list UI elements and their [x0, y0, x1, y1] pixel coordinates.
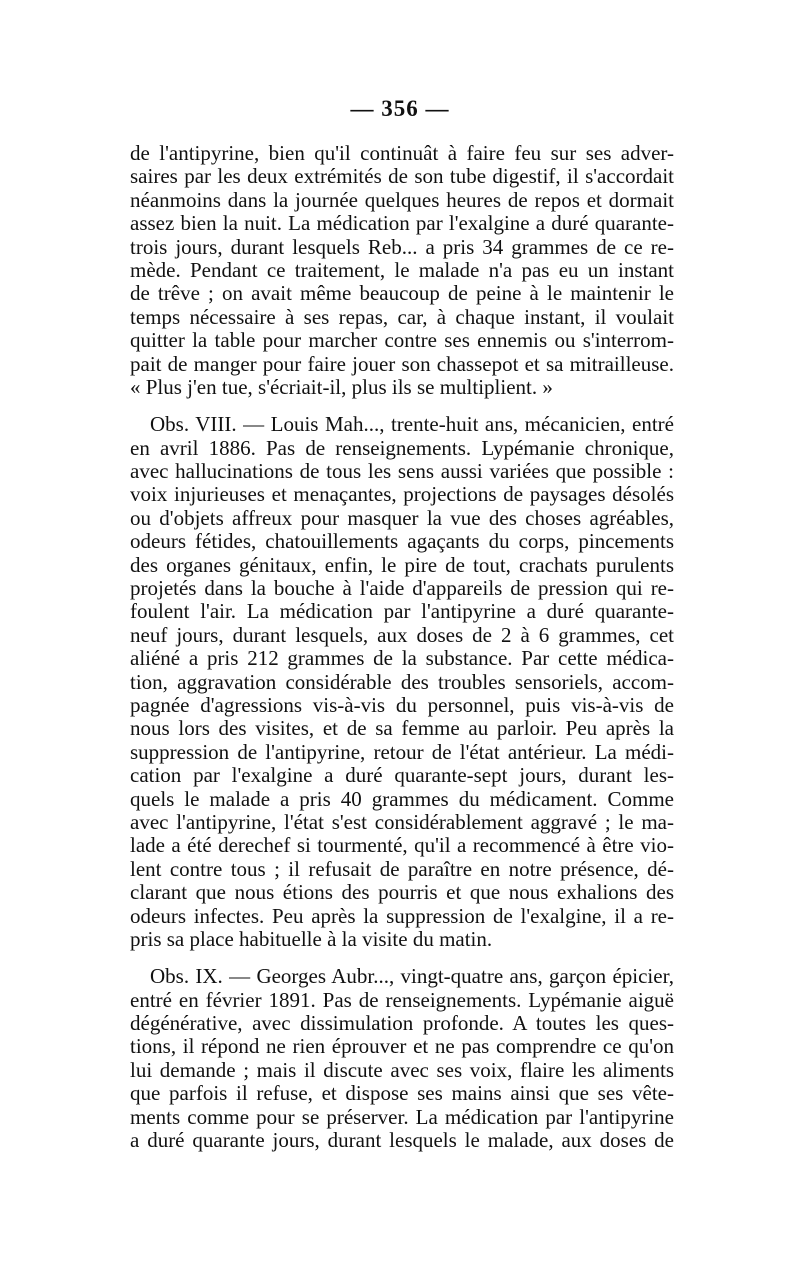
- text-line: neuf jours, durant lesquels, aux doses de 2 à 6 grammes, cet: [130, 622, 674, 647]
- text-line: Obs. IX. — Georges Aubr..., vingt-quatre ans, garçon épicier,: [150, 964, 674, 989]
- text-line: projetés dans la bouche à l'aide d'appareils de pression qui re-: [130, 576, 674, 601]
- text-line: a duré quarante jours, durant lesquels le malade, aux doses de: [130, 1128, 674, 1153]
- text-line: odeurs fétides, chatouillements agaçants du corps, pincements: [130, 529, 674, 554]
- paragraph: [130, 413, 674, 951]
- paragraph-gap: [130, 399, 674, 413]
- text-line: voix injurieuses et menaçantes, projections de paysages désolés: [130, 482, 674, 507]
- text-line: clarant que nous étions des pourris et que nous exhalions des: [130, 880, 674, 905]
- text-line: foulent l'air. La médication par l'antipyrine a duré quarante-: [130, 599, 674, 624]
- text-line: que parfois il refuse, et dispose ses mains ainsi que ses vête-: [130, 1081, 674, 1106]
- text-line: trois jours, durant lesquels Reb... a pris 34 grammes de ce re-: [130, 234, 674, 259]
- text-line: « Plus j'en tue, s'écriait-il, plus ils se multiplient. »: [130, 374, 553, 399]
- text-line: cation par l'exalgine a duré quarante-sept jours, durant les-: [130, 763, 674, 788]
- text-line: lade a été derechef si tourmenté, qu'il a recommencé à être vio-: [130, 833, 674, 858]
- text-line: avec hallucinations de tous les sens aussi variées que possible :: [130, 459, 674, 484]
- text-line: quitter la table pour marcher contre ses ennemis ou s'interrom-: [130, 328, 674, 353]
- text-line: tions, il répond ne rien éprouver et ne pas comprendre ce qu'on: [130, 1034, 674, 1059]
- text-line: ou d'objets affreux pour masquer la vue des choses agréables,: [130, 505, 674, 530]
- paragraph: [130, 142, 674, 399]
- text-line: temps nécessaire à ses repas, car, à chaque instant, il voulait: [130, 304, 674, 329]
- text-line: aliéné a pris 212 grammes de la substance. Par cette médica-: [130, 646, 674, 671]
- body-text: [130, 142, 674, 1152]
- text-line: de trêve ; on avait même beaucoup de peine à le maintenir le: [130, 281, 674, 306]
- text-line: avec l'antipyrine, l'état s'est considérablement aggravé ; le ma-: [130, 809, 674, 834]
- text-line: saires par les deux extrémités de son tube digestif, il s'accordait: [130, 164, 674, 189]
- text-line: mède. Pendant ce traitement, le malade n'a pas eu un instant: [130, 257, 674, 282]
- text-line: lent contre tous ; il refusait de paraître en notre présence, dé-: [130, 856, 674, 881]
- text-line: Obs. VIII. — Louis Mah..., trente-huit ans, mécanicien, entré: [150, 412, 674, 437]
- text-line: assez bien la nuit. La médication par l'exalgine a duré quarante-: [130, 211, 674, 236]
- text-line: pait de manger pour faire jouer son chassepot et sa mitrailleuse.: [130, 351, 674, 376]
- text-line: nous lors des visites, et de sa femme au parloir. Peu après la: [130, 716, 674, 741]
- text-line: néanmoins dans la journée quelques heures de repos et dormait: [130, 187, 674, 212]
- text-line: dégénérative, avec dissimulation profonde. A toutes les ques-: [130, 1011, 674, 1036]
- text-line: pris sa place habituelle à la visite du matin.: [130, 926, 493, 951]
- text-line: entré en février 1891. Pas de renseignements. Lypémanie aiguë: [130, 987, 674, 1012]
- paragraph-gap: [130, 951, 674, 965]
- text-line: ments comme pour se préserver. La médication par l'antipyrine: [130, 1104, 674, 1129]
- text-line: des organes génitaux, enfin, le pire de tout, crachats purulents: [130, 552, 674, 577]
- text-line: quels le malade a pris 40 grammes du médicament. Comme: [130, 786, 674, 811]
- text-line: de l'antipyrine, bien qu'il continuât à faire feu sur ses adver-: [130, 141, 674, 165]
- page-number: — 356 —: [350, 96, 450, 121]
- text-line: tion, aggravation considérable des troubles sensoriels, accom-: [130, 669, 674, 694]
- paragraph: [130, 965, 674, 1152]
- text-line: pagnée d'agressions vis-à-vis du personnel, puis vis-à-vis de: [130, 692, 674, 717]
- text-line: odeurs infectes. Peu après la suppression de l'exalgine, il a re-: [130, 903, 674, 928]
- text-line: en avril 1886. Pas de renseignements. Lypémanie chronique,: [130, 435, 674, 460]
- text-line: lui demande ; mais il discute avec ses voix, flaire les aliments: [130, 1057, 674, 1082]
- text-line: suppression de l'antipyrine, retour de l'état antérieur. La médi-: [130, 739, 674, 764]
